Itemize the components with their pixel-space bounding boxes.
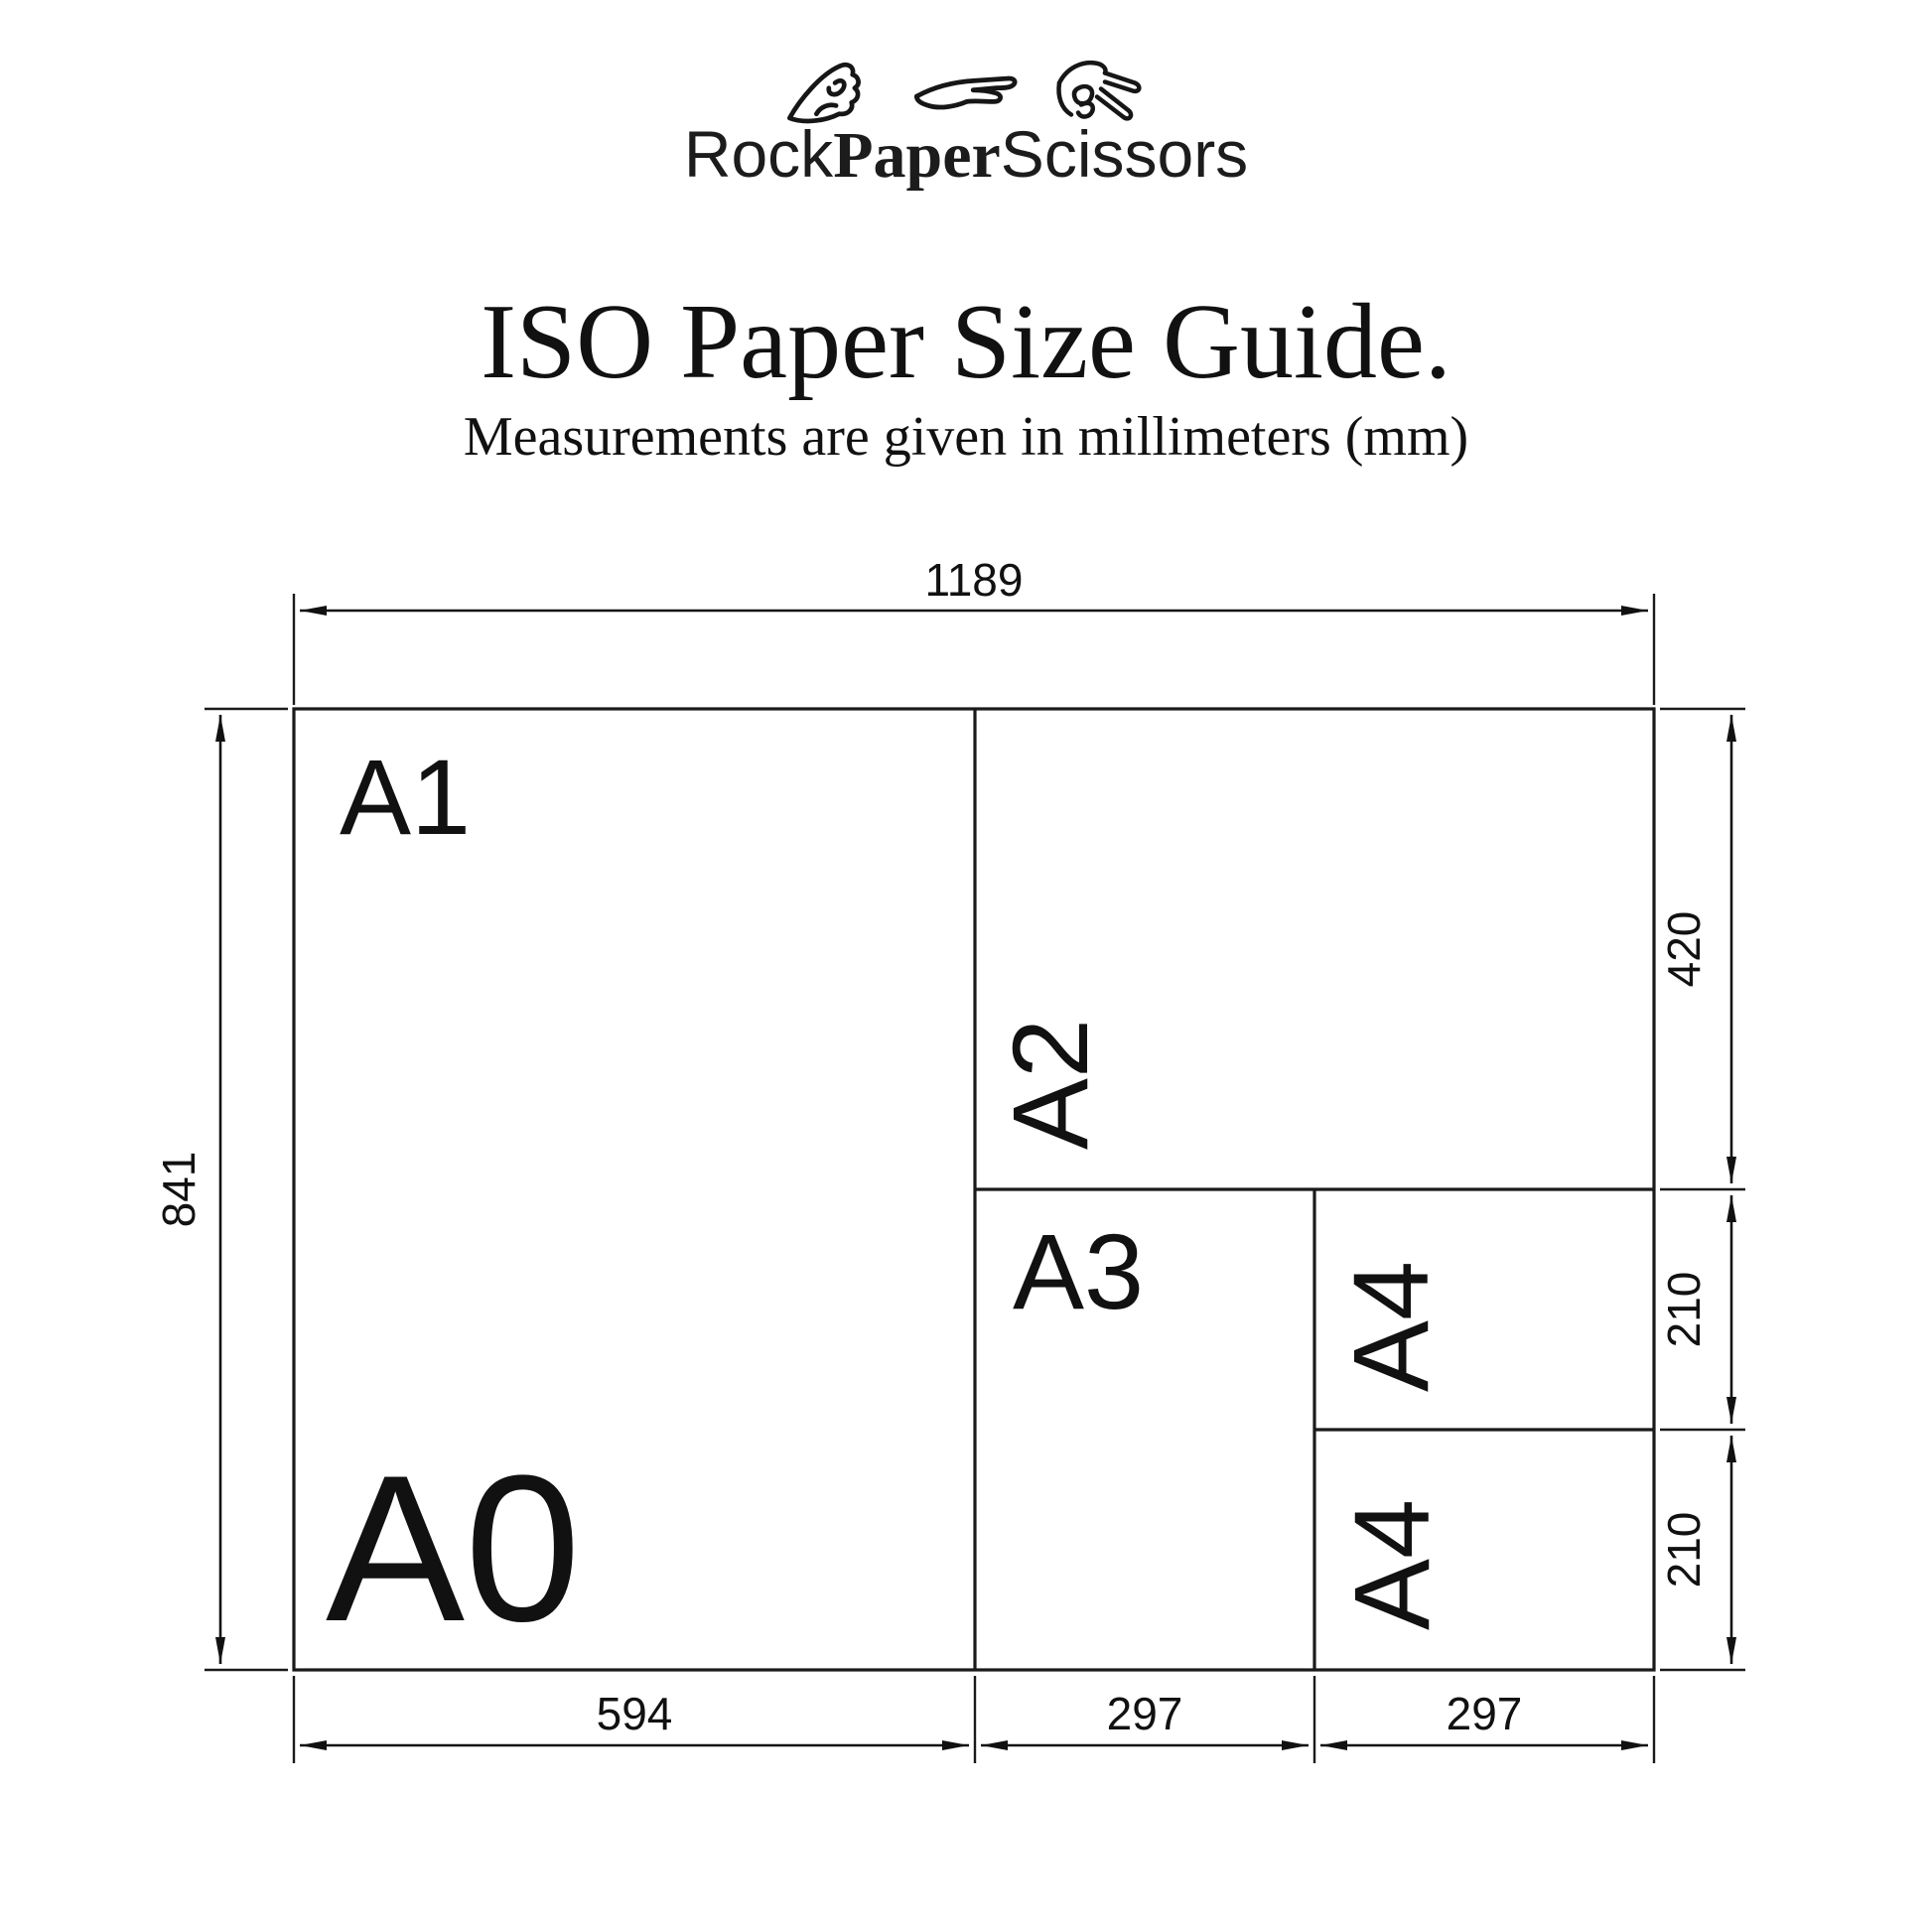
dim-label-a4-lower-height: 210	[1658, 1511, 1710, 1588]
sheet-label-a2: A2	[990, 1018, 1110, 1151]
dim-label-a2-height: 420	[1658, 910, 1710, 988]
sheet-label-a3: A3	[1013, 1211, 1145, 1331]
dim-label-a4-upper-height: 210	[1658, 1271, 1710, 1348]
dim-label-a4-width: 297	[1446, 1688, 1523, 1739]
dim-label-a1-width: 594	[596, 1688, 673, 1739]
page-subtitle: Measurements are given in millimeters (mm)	[463, 406, 1469, 468]
sheet-label-a1: A1	[340, 737, 472, 857]
page-title: ISO Paper Size Guide.	[481, 283, 1451, 401]
sheet-label-a4-lower: A4	[1331, 1498, 1451, 1631]
brand-paper: Paper	[833, 119, 1001, 192]
dim-label-total-width: 1189	[924, 554, 1024, 606]
dim-label-total-height: 841	[153, 1151, 205, 1228]
brand-scissors: Scissors	[1000, 117, 1249, 191]
sheet-label-a0: A0	[326, 1432, 581, 1665]
dim-label-a3-width: 297	[1106, 1688, 1183, 1739]
sheet-label-a4-upper: A4	[1330, 1260, 1450, 1393]
brand-rock: Rock	[683, 117, 834, 191]
